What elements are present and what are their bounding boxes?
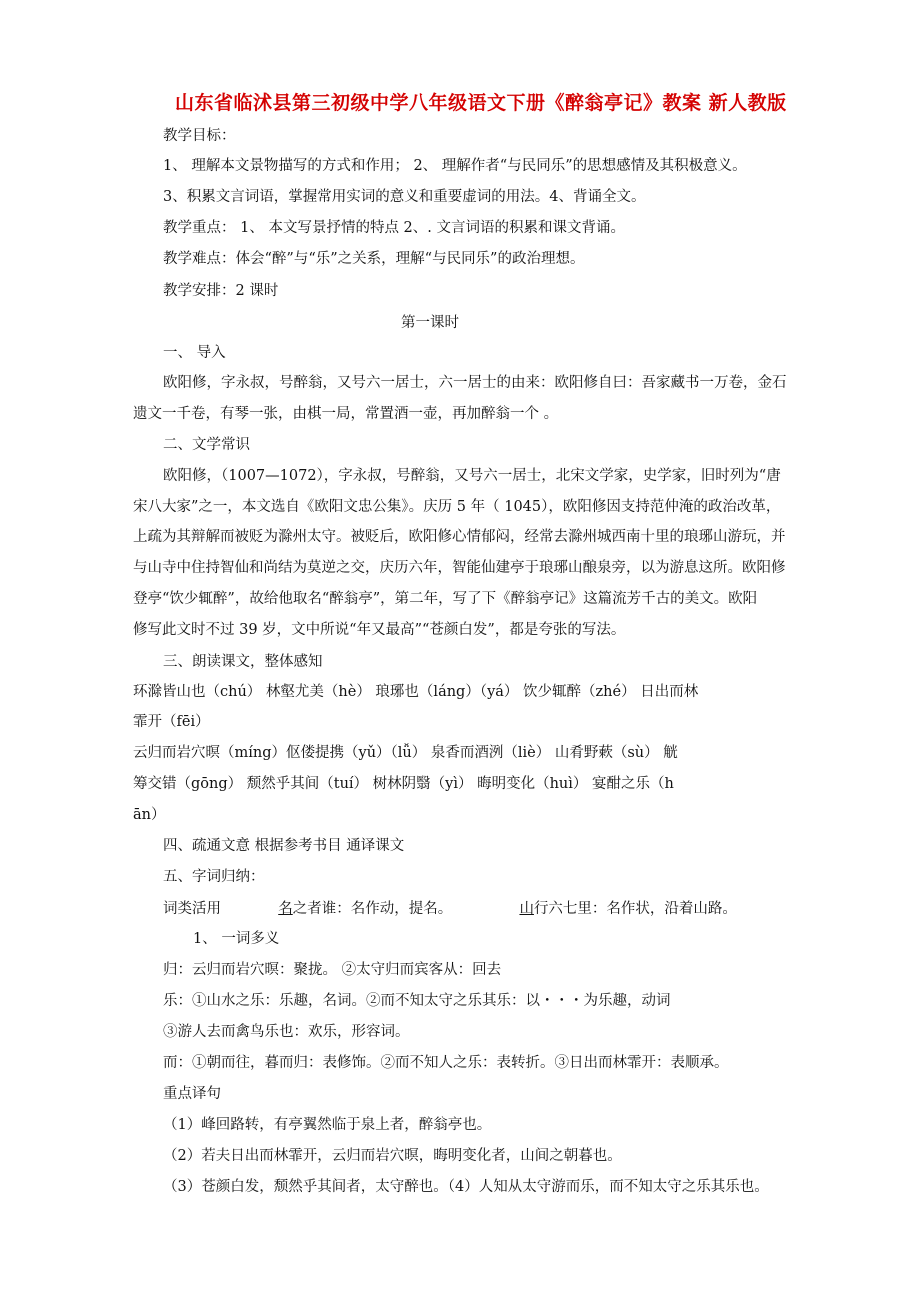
key-sentence-3-4: （3）苍颜白发，颓然乎其间者，太守醉也。（4）人知从太守游而乐，而不知太守之乐其乐也。 bbox=[163, 1179, 769, 1195]
word-class-example-a-keyword: 名 bbox=[278, 901, 293, 917]
lesson-heading: 第一课时 bbox=[401, 315, 459, 331]
section-4-heading: 四、疏通文意 根据参考书目 通译课文 bbox=[163, 838, 405, 854]
literature-line-4: 与山寺中住持智仙和尚结为莫逆之交，庆历六年，智能仙建亭于琅琊山酿泉旁，以为游息这所。欧阳修 bbox=[133, 560, 786, 576]
pronunciation-line-2: 霏开（fēi） bbox=[133, 714, 210, 730]
objective-line-1: 1、 理解本文景物描写的方式和作用； 2、 理解作者“与民同乐”的思想感情及其积极意义。 bbox=[163, 158, 747, 174]
literature-line-5: 登亭“饮少辄醉”，故给他取名“醉翁亭”，第二年，写了下《醉翁亭记》这篇流芳千古的美文。欧阳 bbox=[133, 591, 758, 607]
polysemy-er: 而：①朝而往，暮而归：表修饰。②而不知人之乐：表转折。③日出而林霏开：表顺承。 bbox=[163, 1055, 729, 1071]
pronunciation-line-4: 筹交错（gōng） 颓然乎其间（tuí） 树林阴翳（yì） 晦明变化（huì） 宴酣之乐（h bbox=[133, 776, 674, 792]
key-sentence-2: （2）若夫日出而林霏开，云归而岩穴暝，晦明变化者，山间之朝暮也。 bbox=[163, 1148, 622, 1164]
literature-heading: 二、文学常识 bbox=[163, 437, 250, 453]
literature-line-2: 宋八大家”之一，本文选自《欧阳文忠公集》。庆历 5 年（ 1045），欧阳修因支持范仲淹的政治改革， bbox=[133, 499, 781, 515]
objective-line-2: 3、积累文言词语，掌握常用实词的意义和重要虚词的用法。4、背诵全文。 bbox=[163, 189, 646, 205]
word-class-label: 词类活用 bbox=[163, 901, 221, 917]
literature-line-1: 欧阳修，（1007—1072），字永叔，号醉翁，又号六一居士，北宋文学家，史学家，旧时列为“唐 bbox=[163, 468, 781, 484]
intro-paragraph-line-1: 欧阳修，字永叔，号醉翁，又号六一居士，六一居士的由来：欧阳修自曰：吾家藏书一万卷，金石 bbox=[163, 375, 787, 391]
pronunciation-line-5: ān） bbox=[133, 807, 166, 823]
polysemy-heading: 1、 一词多义 bbox=[193, 931, 280, 947]
polysemy-le-line-1: 乐：①山水之乐：乐趣，名词。②而不知太守之乐其乐：以・・・为乐趣，动词 bbox=[163, 993, 671, 1009]
word-class-example-b: 行六七里：名作状，沿着山路。 bbox=[533, 901, 737, 917]
pronunciation-line-1: 环滁皆山也（chú） 林壑尤美（hè） 琅琊也（láng）（yá） 饮少辄醉（zhé） 日出而林 bbox=[133, 684, 699, 700]
schedule: 教学安排：2 课时 bbox=[163, 283, 279, 299]
intro-heading: 一、 导入 bbox=[163, 345, 226, 361]
reading-heading: 三、朗读课文，整体感知 bbox=[163, 654, 323, 670]
key-sentence-1: （1）峰回路转，有亭翼然临于泉上者，醉翁亭也。 bbox=[163, 1117, 492, 1133]
difficulty: 教学难点：体会“醉”与“乐”之关系，理解“与民同乐”的政治理想。 bbox=[163, 251, 585, 267]
word-class-line bbox=[163, 899, 737, 919]
literature-line-3: 上疏为其辩解而被贬为滁州太守。被贬后，欧阳修心情郁闷，经常去滁州城西南十里的琅琊山游玩，并 bbox=[133, 529, 786, 545]
polysemy-gui: 归：云归而岩穴暝：聚拢。 ②太守归而宾客从：回去 bbox=[163, 962, 502, 978]
objectives-heading: 教学目标： bbox=[163, 128, 236, 144]
key-points: 教学重点： 1、 本文写景抒情的特点 2、. 文言词语的积累和课文背诵。 bbox=[163, 220, 625, 236]
literature-line-6: 修写此文时不过 39 岁，文中所说“年又最高”“苍颜白发”，都是夸张的写法。 bbox=[133, 622, 626, 638]
document-title: 山东省临沭县第三初级中学八年级语文下册《醉翁亭记》教案 新人教版 bbox=[175, 92, 787, 114]
section-5-heading: 五、字词归纳： bbox=[163, 869, 265, 885]
intro-paragraph-line-2: 遗文一千卷，有琴一张，由棋一局，常置酒一壶，再加醉翁一个 。 bbox=[133, 406, 559, 422]
word-class-example-a: 之者谁：名作动，提名。 bbox=[292, 901, 453, 917]
polysemy-le-line-2: ③游人去而禽鸟乐也：欢乐，形容词。 bbox=[163, 1024, 410, 1040]
key-sentences-heading: 重点译句 bbox=[163, 1086, 221, 1102]
word-class-example-b-keyword: 山 bbox=[519, 901, 534, 917]
pronunciation-line-3: 云归而岩穴暝（míng）伛偻提携（yǔ）（lǚ） 泉香而酒洌（liè） 山肴野蔌（sù） 觥 bbox=[133, 745, 678, 761]
